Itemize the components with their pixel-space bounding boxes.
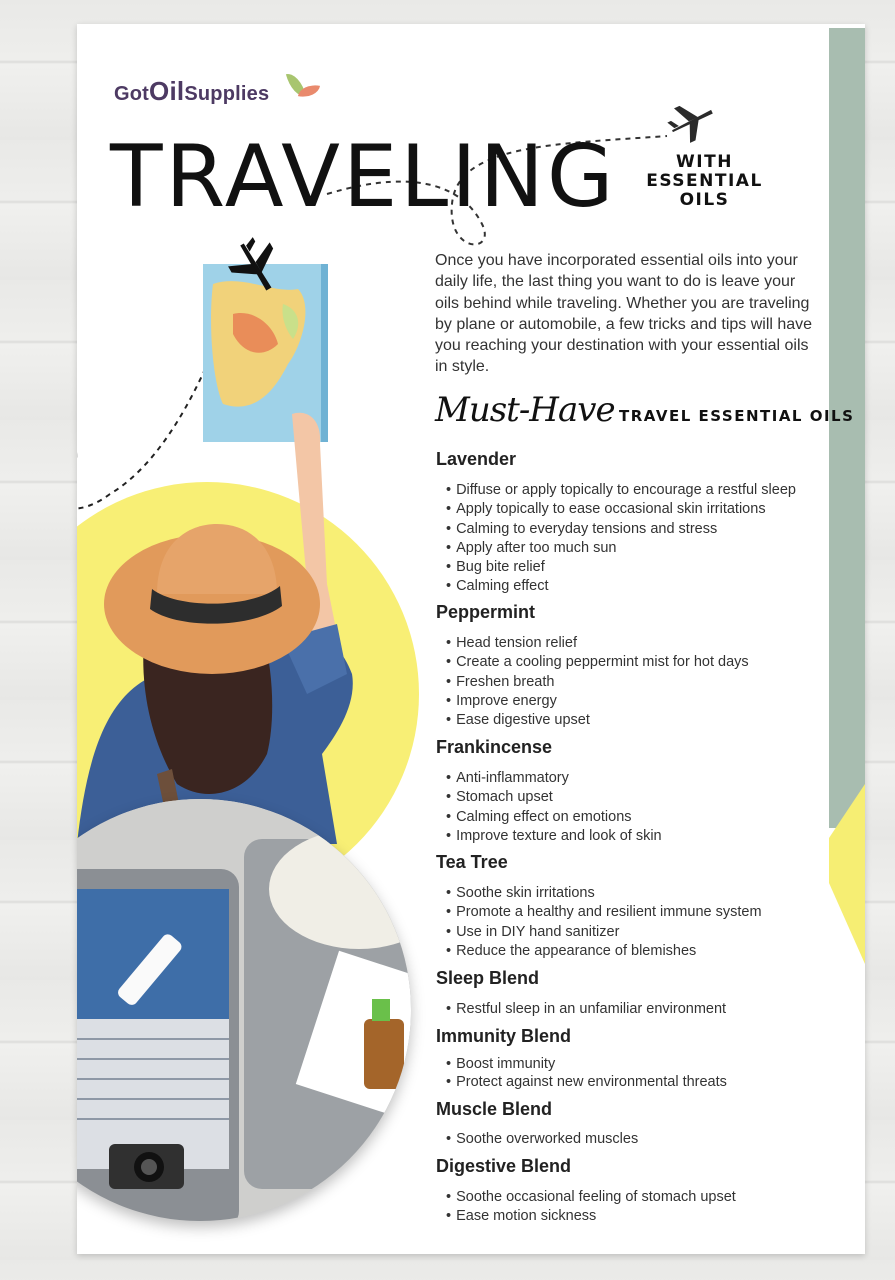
oil-list-digestive-blend xyxy=(446,1188,736,1227)
list-item: • Create a cooling peppermint mist for hot days xyxy=(446,653,749,672)
suitcase-photo xyxy=(77,799,411,1221)
oil-list-sleep-blend xyxy=(446,1000,726,1019)
list-item: • Promote a healthy and resilient immune system xyxy=(446,903,762,922)
heading-rest: TRAVEL ESSENTIAL OILS xyxy=(619,407,855,425)
oil-list-muscle-blend xyxy=(446,1130,638,1149)
list-item: • Apply after too much sun xyxy=(446,539,796,558)
list-item: • Reduce the appearance of blemishes xyxy=(446,942,762,961)
heading-script: Must-Have xyxy=(435,390,615,430)
title-subtitle: WITH ESSENTIAL OILS xyxy=(646,152,763,210)
suitcase-illustration xyxy=(77,799,411,1221)
oil-list-frankincense xyxy=(446,769,662,846)
list-item: • Boost immunity xyxy=(446,1056,727,1074)
intro-paragraph: Once you have incorporated essential oils into your daily life, the last thing you want to do is leave your oils behind while traveling. Whether you are traveling by plane or automobile, a few tricks and tips will have you reaching your destination with your essential oils in style. xyxy=(435,252,813,376)
list-item: • Restful sleep in an unfamiliar environment xyxy=(446,1000,726,1019)
traveler-photo xyxy=(77,374,407,844)
list-item: • Stomach upset xyxy=(446,788,662,807)
oil-title-lavender: Lavender xyxy=(436,449,517,469)
list-item: • Ease motion sickness xyxy=(446,1207,736,1226)
list-item: • Soothe occasional feeling of stomach upset xyxy=(446,1188,736,1207)
list-item: • Anti-inflammatory xyxy=(446,769,662,788)
list-item: • Improve texture and look of skin xyxy=(446,827,662,846)
oil-title-immunity-blend: Immunity Blend xyxy=(436,1026,572,1046)
oil-title-frankincense: Frankincense xyxy=(436,737,553,757)
oil-title-digestive-blend: Digestive Blend xyxy=(436,1156,572,1176)
oil-list-immunity-blend xyxy=(446,1056,727,1091)
oil-title-tea-tree: Tea Tree xyxy=(436,852,508,872)
page-title: TRAVELING xyxy=(110,127,617,227)
oil-title-sleep-blend: Sleep Blend xyxy=(436,968,540,988)
airplane-icon xyxy=(667,98,717,144)
oil-title-muscle-blend: Muscle Blend xyxy=(436,1099,553,1119)
flyer-page xyxy=(77,24,865,1254)
brand-logo[interactable]: GotOilSupplies xyxy=(114,76,270,106)
list-item: • Freshen breath xyxy=(446,673,749,692)
oil-title-peppermint: Peppermint xyxy=(436,602,536,622)
list-item: • Bug bite relief xyxy=(446,558,796,577)
list-item: • Diffuse or apply topically to encourage a restful sleep xyxy=(446,481,796,500)
list-item: • Ease digestive upset xyxy=(446,711,749,730)
oil-list-tea-tree xyxy=(446,884,762,961)
section-heading xyxy=(435,390,854,430)
list-item: • Head tension relief xyxy=(446,634,749,653)
list-item: • Protect against new environmental threats xyxy=(446,1074,727,1092)
airplane-icon-map xyxy=(225,234,285,300)
oil-list-lavender xyxy=(446,481,796,597)
list-item: • Calming effect on emotions xyxy=(446,808,662,827)
list-item: • Calming effect xyxy=(446,577,796,596)
list-item: • Apply topically to ease occasional skin irritations xyxy=(446,500,796,519)
list-item: • Use in DIY hand sanitizer xyxy=(446,923,762,942)
list-item: • Calming to everyday tensions and stress xyxy=(446,520,796,539)
list-item: • Improve energy xyxy=(446,692,749,711)
list-item: • Soothe overworked muscles xyxy=(446,1130,638,1149)
oil-list-peppermint xyxy=(446,634,749,730)
list-item: • Soothe skin irritations xyxy=(446,884,762,903)
